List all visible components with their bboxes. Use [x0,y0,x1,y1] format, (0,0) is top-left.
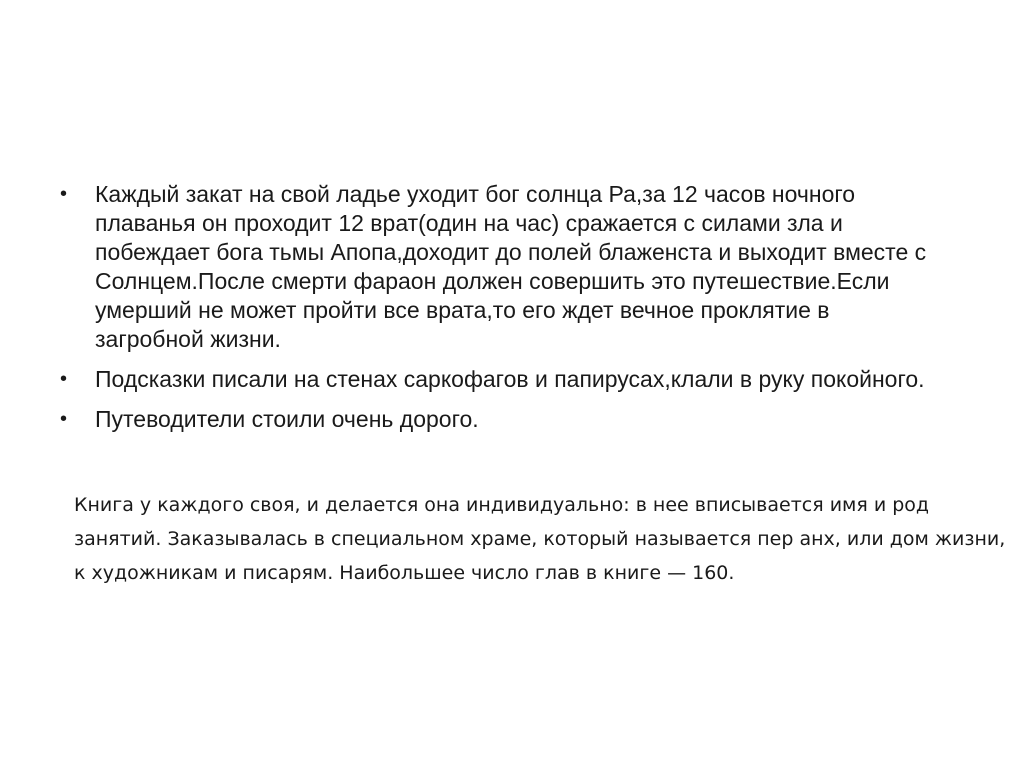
bullet-list [60,180,940,445]
bullet-dot-icon: • [60,368,68,390]
bullet-item [60,365,940,394]
bullet-text: Каждый закат на свой ладье уходит бог солнца Ра,за 12 часов ночного плаванья он проходит 12 врат(один на час) сражается с силами зла и побеждает бога тьмы Апопа,доходит до полей блаженста и выходит вместе с Солнцем.После смерти фараон должен совершить это путешествие.Если умерший не может пройти все врата,то его ждет вечное проклятие в загробной жизни. [95,181,927,352]
bullet-text: Подсказки писали на стенах саркофагов и папирусах,клали в руку покойного. [95,366,925,392]
bullet-dot-icon: • [60,408,68,430]
bullet-item [60,405,940,434]
bullet-item [60,180,940,354]
bullet-text: Путеводители стоили очень дорого. [95,406,479,432]
bullet-dot-icon: • [60,183,68,205]
note-paragraph: Книга у каждого своя, и делается она индивидуально: в нее вписывается имя и род занятий. Заказывалась в специальном храме, который называется пер анх, или дом жизни, к художникам и писарям. Наибольшее число глав в книге — 160. [74,494,1006,584]
